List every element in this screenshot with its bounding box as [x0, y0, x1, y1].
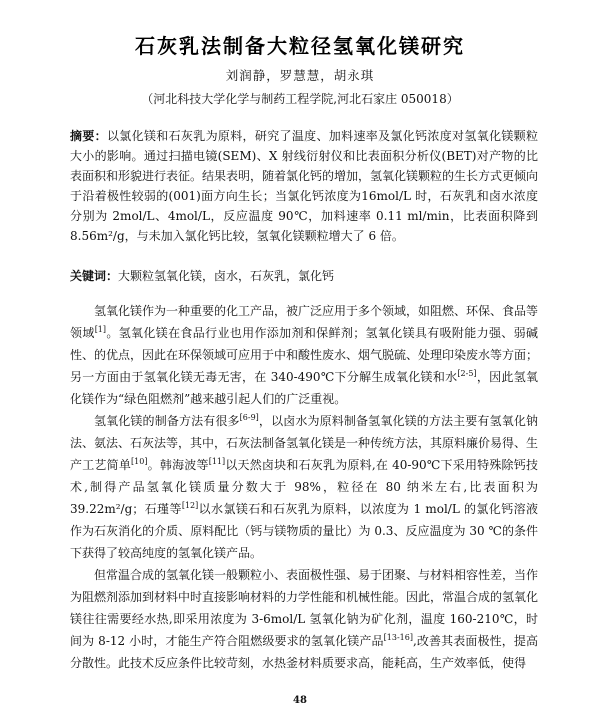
citation: [10]: [131, 457, 148, 466]
paper-title: 石灰乳法制备大粒径氢氧化镁研究: [135, 34, 465, 58]
paragraph-text: 以水氯镁石和石灰乳为原料，以浓度为 1 mol/L 的氯化钙溶液作为石灰消化的介质、原料配比（钙与镁物质的量比）为 0.3、反应温度为 30 ℃的条件下获得了较高纯度的氢氧化镁产品。: [70, 502, 538, 560]
citation: [11]: [208, 457, 226, 466]
paper-authors: 刘润静，罗慧慧，胡永琪: [225, 68, 375, 83]
paper-affiliation: （河北科技大学化学与制药工程学院,河北石家庄 050018）: [141, 92, 459, 106]
paragraph-3: [70, 564, 538, 674]
body-text: [70, 300, 538, 674]
paragraph-text: ，因此氢氧化镁作为“绿色阻燃剂”越来越引起人们的广泛重视。: [70, 370, 538, 406]
paragraph-text: ，以卤水为原料制备氢氧化镁的方法主要有氢氧化钠法、氨法、石灰法等，其中，石灰法制备氢氧化镁是一种传统方法，其原料廉价易得、生产工艺简单: [70, 414, 539, 472]
paragraph-text: 。氢氧化镁在食品行业也用作添加剂和保鲜剂；氢氧化镁具有吸附能力强、弱碱性、的优点，因此在环保领域可应用于中和酸性废水、烟气脱硫、处理印染废水等方面；另一方面由于氢氧化镁无毒无害，在 340-490℃下分解生成氧化镁和水: [70, 326, 539, 384]
paragraph-2: [70, 410, 538, 564]
citation: [12]: [181, 501, 199, 510]
citation: [1]: [94, 325, 107, 334]
citation: [6-9]: [239, 413, 259, 422]
citation: [13-16]: [383, 633, 413, 642]
paragraph-text: 但常温合成的氢氧化镁一般颗粒小、表面极性强、易于团聚、与材料相容性差，当作为阻燃剂添加到材料中时直接影响材料的力学性能和机械性能。因此，常温合成的氢氧化镁往往需要经水热,即采用浓度为 3-6mol/L 氢氧化钠为矿化剂，温度 160-210℃，时间为 8-12 小时，才能生产符合阻燃级要求的氢氧化镁产品: [70, 568, 539, 648]
keywords-text: 大颗粒氢氧化镁，卤水，石灰乳，氯化钙: [118, 269, 335, 283]
paragraph-text: 以天然卤块和石灰乳为原料,在 40-90℃下采用特殊除钙技术,制得产品氢氧化镁质量分数大于 98%，粒径在 80 纳米左右,比表面积为 39.22m²/g；石瑾等: [70, 458, 538, 516]
abstract-label: 摘要：: [70, 129, 107, 143]
citation: [2-5]: [457, 369, 477, 378]
abstract-text: 以氯化镁和石灰乳为原料，研究了温度、加料速率及氯化钙浓度对氢氧化镁颗粒大小的影响。通过扫描电镜(SEM)、X 射线衍射仪和比表面积分析仪(BET)对产物的比表面积和形貌进行表征。结果表明，随着氯化钙的增加，氢氧化镁颗粒的生长方式更倾向于沿着极性较弱的(001)面方向生长；当氯化钙浓度为16mol/L 时，石灰乳和卤水浓度分别为 2mol/L、4mol/L，反应温度 90℃，加料速率 0.11 ml/min，比表面积降到 8.56m²/g，与未加入氯化钙比较，氢氧化镁颗粒增大了 6 倍。: [70, 129, 539, 243]
paragraph-1: [70, 300, 538, 410]
page-number: 48: [293, 695, 307, 706]
paragraph-text: 。韩海波等: [147, 458, 209, 472]
paragraph-text: ,改善其表面极性，提高分散性。此技术反应条件比较苛刻，水热釜材料质要求高，能耗高，生产效率低，使得: [70, 634, 538, 670]
keywords-label: 关键词：: [70, 269, 119, 283]
paragraph-text: 氢氧化镁的制备方法有很多: [94, 414, 240, 428]
abstract: [70, 126, 538, 246]
keywords: [70, 266, 538, 286]
paragraph-text: 氢氧化镁作为一种重要的化工产品，被广泛应用于多个领域，如阻燃、环保、食品等领域: [70, 304, 539, 340]
